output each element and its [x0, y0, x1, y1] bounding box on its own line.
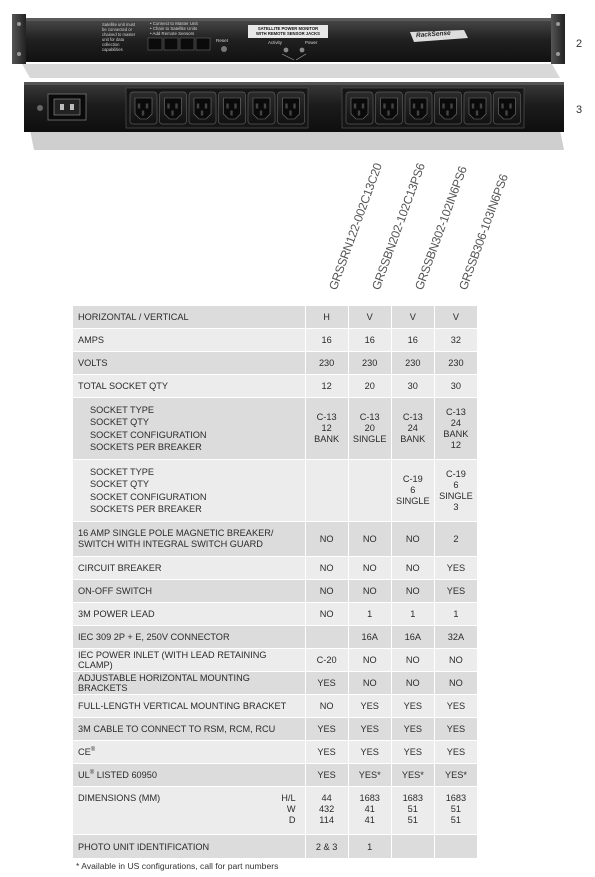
table-row — [73, 306, 478, 329]
table-row-photo-id — [73, 835, 478, 859]
cell-value: 16 — [391, 329, 434, 352]
c13-socket-face — [283, 98, 300, 119]
cell-value: NO — [391, 522, 434, 557]
row-label: PHOTO UNIT IDENTIFICATION — [73, 835, 306, 859]
photo-number-2: 2 — [576, 38, 583, 50]
socket-pin — [421, 104, 423, 109]
panel-note-text: Satellite unit must be connected or chained to master unit for data collection capabilities — [102, 22, 136, 52]
table-row-socket-group-2 — [73, 460, 478, 522]
cell-value: YES* — [348, 764, 391, 787]
socket-pin — [264, 104, 266, 109]
table-row — [73, 352, 478, 375]
cell-value: NO — [434, 672, 477, 695]
table-row — [73, 522, 478, 557]
cell-value: YES — [348, 741, 391, 764]
cell-value: NO — [391, 580, 434, 603]
cell-value: NO — [348, 580, 391, 603]
racksense-logo: RackSense — [415, 29, 451, 40]
cell-value: NO — [348, 649, 391, 672]
socket-pin — [226, 104, 228, 109]
socket-pin — [354, 104, 356, 109]
row-label: CE® — [73, 741, 306, 764]
table-row — [73, 375, 478, 398]
socket-pin — [413, 104, 415, 109]
cell-value: 230 — [348, 352, 391, 375]
row-label: DIMENSIONS (MM) H/L W D — [73, 787, 306, 835]
row-label: ON-OFF SWITCH — [73, 580, 306, 603]
cell-value: YES — [434, 718, 477, 741]
cell-value: C-13 24 BANK 12 — [434, 398, 477, 460]
cell-value — [348, 460, 391, 522]
cell-value: 30 — [391, 375, 434, 398]
table-row — [73, 695, 478, 718]
cell-value: 1683 51 51 — [391, 787, 434, 835]
cell-value: YES — [391, 718, 434, 741]
socket-pin — [230, 111, 232, 116]
power-label: Power — [305, 40, 318, 45]
row-label: 3M CABLE TO CONNECT TO RSM, RCM, RCU — [73, 718, 306, 741]
c13-socket-face — [135, 98, 152, 119]
c13-socket-face — [253, 98, 270, 119]
socket-unit-rear-photo — [24, 80, 567, 150]
c13-socket-face — [381, 98, 398, 119]
cell-value: NO — [348, 557, 391, 580]
cell-value: YES — [348, 718, 391, 741]
cell-value: 20 — [348, 375, 391, 398]
socket-pin — [476, 111, 478, 116]
row-label: SOCKET TYPE SOCKET QTY SOCKET CONFIGURATION SOCKETS PER BREAKER — [73, 460, 306, 522]
cell-value: 1683 51 51 — [434, 787, 477, 835]
cell-value: C-13 20 SINGLE — [348, 398, 391, 460]
socket-pin — [358, 111, 360, 116]
satellite-unit-front-photo — [12, 12, 565, 78]
cell-value: YES — [434, 741, 477, 764]
panel-jack-legend: • Connect to Master Unit • Chain to Satellite Units • Add Remote Sensors — [150, 21, 198, 37]
cell-value: C-13 12 BANK — [305, 398, 348, 460]
cell-value: 1 — [434, 603, 477, 626]
table-row-ul — [73, 764, 478, 787]
table-row — [73, 718, 478, 741]
cell-value: 16 — [305, 329, 348, 352]
socket-pin — [171, 111, 173, 116]
table-row — [73, 580, 478, 603]
cell-value: NO — [305, 557, 348, 580]
table-row — [73, 649, 478, 672]
cell-value: V — [434, 306, 477, 329]
cell-value: 230 — [305, 352, 348, 375]
c13-socket-face — [194, 98, 211, 119]
cell-value: NO — [348, 522, 391, 557]
cell-value: NO — [305, 522, 348, 557]
row-label: UL® LISTED 60950 — [73, 764, 306, 787]
socket-pin — [175, 104, 177, 109]
cell-value: C-20 — [305, 649, 348, 672]
table-row-socket-group-1 — [73, 398, 478, 460]
table-row — [73, 626, 478, 649]
cell-value: H — [305, 306, 348, 329]
cell-value: NO — [391, 649, 434, 672]
table-row-ce — [73, 741, 478, 764]
cell-value: YES — [305, 672, 348, 695]
socket-pin — [509, 104, 511, 109]
cell-value: YES — [391, 695, 434, 718]
socket-pin — [472, 104, 474, 109]
socket-pin — [260, 111, 262, 116]
cell-value: 16A — [391, 626, 434, 649]
socket-pin — [501, 104, 503, 109]
cell-value — [391, 835, 434, 859]
socket-pin — [450, 104, 452, 109]
cell-value: C-19 6 SINGLE — [391, 460, 434, 522]
row-label: CIRCUIT BREAKER — [73, 557, 306, 580]
c13-socket-face — [351, 98, 368, 119]
row-label: TOTAL SOCKET QTY — [73, 375, 306, 398]
socket-pin — [383, 104, 385, 109]
cell-value: NO — [391, 672, 434, 695]
cell-value: YES* — [434, 764, 477, 787]
socket-pin — [142, 111, 144, 116]
row-label: VOLTS — [73, 352, 306, 375]
cell-value — [305, 460, 348, 522]
cell-value: 230 — [434, 352, 477, 375]
cell-value: NO — [434, 649, 477, 672]
cell-value: V — [348, 306, 391, 329]
socket-pin — [442, 104, 444, 109]
cell-value: 44 432 114 — [305, 787, 348, 835]
cell-value: NO — [305, 603, 348, 626]
part-number-headers: GRSSRN122-002C13C20 GRSSBN202-102C13PS6 GRSSBN302-102IN6PS6 GRSSB306-103IN6PS6 — [326, 161, 511, 292]
cell-value: YES* — [391, 764, 434, 787]
row-label: FULL-LENGTH VERTICAL MOUNTING BRACKET — [73, 695, 306, 718]
cell-value — [434, 835, 477, 859]
c13-socket-face — [410, 98, 427, 119]
cell-value: NO — [348, 672, 391, 695]
table-row — [73, 603, 478, 626]
cell-value: 32 — [434, 329, 477, 352]
cell-value: 1 — [391, 603, 434, 626]
cell-value: 1683 41 41 — [348, 787, 391, 835]
socket-pin — [391, 104, 393, 109]
socket-pin — [234, 104, 236, 109]
c13-socket-face — [499, 98, 516, 119]
cell-value: NO — [305, 580, 348, 603]
socket-pin — [256, 104, 258, 109]
cell-value: 12 — [305, 375, 348, 398]
cell-value: NO — [391, 557, 434, 580]
activity-label: Activity — [268, 40, 282, 45]
cell-value: 32A — [434, 626, 477, 649]
socket-pin — [167, 104, 169, 109]
socket-pin — [446, 111, 448, 116]
photo-number-3: 3 — [576, 104, 583, 116]
cell-value: YES — [391, 741, 434, 764]
table-row — [73, 557, 478, 580]
socket-pin — [505, 111, 507, 116]
table-row — [73, 329, 478, 352]
socket-pin — [201, 111, 203, 116]
cell-value: NO — [305, 695, 348, 718]
cell-value: 230 — [391, 352, 434, 375]
socket-pin — [205, 104, 207, 109]
spec-table — [72, 305, 478, 859]
cell-value: YES — [434, 695, 477, 718]
cell-value: V — [391, 306, 434, 329]
cell-value: 16A — [348, 626, 391, 649]
c13-socket-face — [165, 98, 182, 119]
cell-value: C-13 24 BANK — [391, 398, 434, 460]
row-label: IEC POWER INLET (WITH LEAD RETAINING CLAMP) — [73, 649, 306, 672]
cell-value: 16 — [348, 329, 391, 352]
socket-pin — [285, 104, 287, 109]
cell-value: 30 — [434, 375, 477, 398]
cell-value: 1 — [348, 603, 391, 626]
socket-pin — [362, 104, 364, 109]
row-label: 16 AMP SINGLE POLE MAGNETIC BREAKER/ SWITCH WITH INTEGRAL SWITCH GUARD — [73, 522, 306, 557]
c13-socket-face — [440, 98, 457, 119]
cell-value: YES — [305, 718, 348, 741]
reset-label: Reset — [216, 38, 229, 43]
c13-socket-face — [224, 98, 241, 119]
cell-value: YES — [434, 580, 477, 603]
table-row-dimensions — [73, 787, 478, 835]
cell-value: C-19 6 SINGLE 3 — [434, 460, 477, 522]
row-label: ADJUSTABLE HORIZONTAL MOUNTING BRACKETS — [73, 672, 306, 695]
cell-value: YES — [434, 557, 477, 580]
cell-value: 2 & 3 — [305, 835, 348, 859]
footnote: * Available in US configurations, call for part numbers — [76, 861, 279, 871]
row-label: AMPS — [73, 329, 306, 352]
cell-value: 2 — [434, 522, 477, 557]
row-label: SOCKET TYPE SOCKET QTY SOCKET CONFIGURATION SOCKETS PER BREAKER — [73, 398, 306, 460]
table-row — [73, 672, 478, 695]
socket-pin — [387, 111, 389, 116]
socket-pin — [138, 104, 140, 109]
row-label: HORIZONTAL / VERTICAL — [73, 306, 306, 329]
cell-value: 1 — [348, 835, 391, 859]
cell-value — [305, 626, 348, 649]
cell-value: YES — [348, 695, 391, 718]
socket-pin — [480, 104, 482, 109]
row-label: IEC 309 2P + E, 250V CONNECTOR — [73, 626, 306, 649]
socket-pin — [146, 104, 148, 109]
cell-value: YES — [305, 741, 348, 764]
socket-pin — [289, 111, 291, 116]
row-label: 3M POWER LEAD — [73, 603, 306, 626]
socket-pin — [293, 104, 295, 109]
c13-socket-face — [469, 98, 486, 119]
socket-pin — [197, 104, 199, 109]
banner-text: SATELLITE POWER MONITOR WITH REMOTE SENSOR JACKS — [256, 26, 320, 37]
socket-pin — [417, 111, 419, 116]
cell-value: YES — [305, 764, 348, 787]
